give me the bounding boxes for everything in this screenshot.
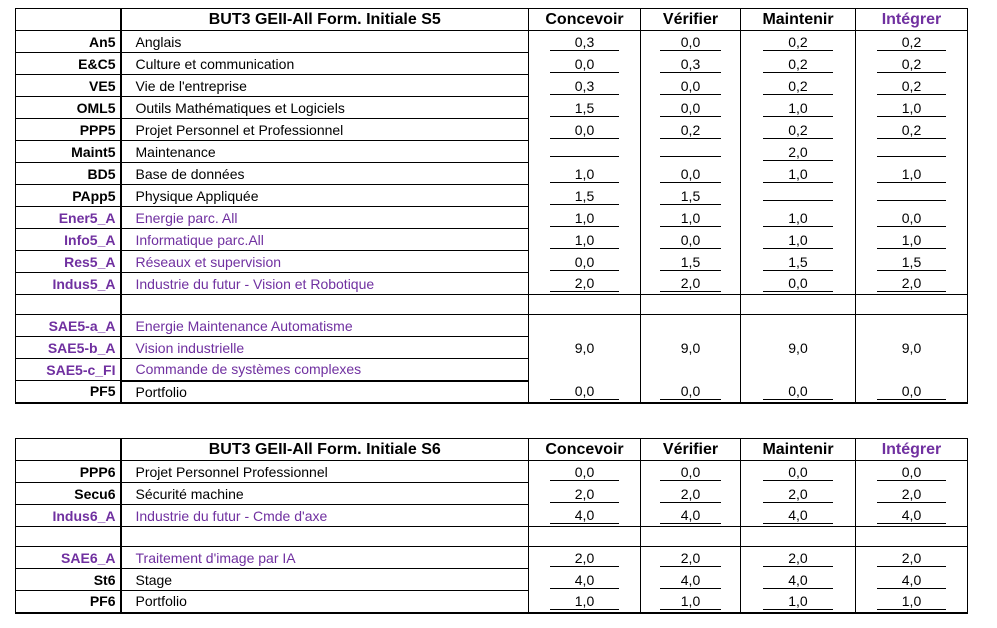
table-row [16, 591, 968, 613]
value-cell [741, 31, 856, 53]
value-cell [856, 97, 968, 119]
value-cell [741, 53, 856, 75]
value-cell [741, 569, 856, 591]
value-text: 1,0 [763, 166, 834, 183]
module-name: Commande de systèmes complexes [121, 359, 529, 381]
value-cell [856, 315, 968, 381]
value-text: 0,0 [763, 275, 834, 292]
spacer-cell [641, 295, 741, 315]
header-row [16, 439, 968, 461]
value-text: 0,0 [660, 232, 721, 249]
value-cell [741, 483, 856, 505]
value-text: 2,0 [660, 275, 721, 292]
value-text: 0,0 [550, 254, 619, 271]
value-text [550, 156, 619, 157]
spacer-cell [856, 527, 968, 547]
value-cell [529, 251, 641, 273]
module-code: Res5_A [16, 251, 121, 273]
module-code: Secu6 [16, 483, 121, 505]
value-cell [856, 381, 968, 403]
value-cell [856, 207, 968, 229]
value-text: 0,0 [877, 464, 946, 481]
module-name: Base de données [121, 163, 529, 185]
module-name: Informatique parc.All [121, 229, 529, 251]
module-name: Projet Personnel Professionnel [121, 461, 529, 483]
value-text: 0,0 [877, 210, 946, 227]
value-text: 0,0 [550, 56, 619, 73]
module-name: Réseaux et supervision [121, 251, 529, 273]
value-cell [529, 185, 641, 207]
value-text: 2,0 [550, 275, 619, 292]
module-name: Vie de l'entreprise [121, 75, 529, 97]
module-code: BD5 [16, 163, 121, 185]
module-code: OML5 [16, 97, 121, 119]
value-text: 0,0 [660, 100, 721, 117]
module-code: PPP6 [16, 461, 121, 483]
value-cell [856, 591, 968, 613]
value-cell [741, 97, 856, 119]
value-text: 1,0 [877, 593, 946, 610]
value-cell [741, 185, 856, 207]
module-name: Culture et communication [121, 53, 529, 75]
module-name: Industrie du futur - Cmde d'axe [121, 505, 529, 527]
value-cell [641, 547, 741, 569]
value-text: 2,0 [763, 486, 834, 503]
module-code: An5 [16, 31, 121, 53]
value-text: 4,0 [877, 572, 946, 589]
value-text: 4,0 [550, 572, 619, 589]
table-row [16, 381, 968, 403]
value-cell [641, 461, 741, 483]
column-header-1: Concevoir [529, 9, 641, 31]
module-code: PF5 [16, 381, 121, 403]
value-cell [641, 141, 741, 163]
value-cell [641, 381, 741, 403]
value-text: 0,0 [660, 464, 721, 481]
value-cell [641, 591, 741, 613]
table-row [16, 97, 968, 119]
value-cell [856, 251, 968, 273]
value-cell [529, 229, 641, 251]
value-cell [856, 547, 968, 569]
value-text: 1,5 [550, 100, 619, 117]
module-name: Vision industrielle [121, 337, 529, 359]
table-row [16, 483, 968, 505]
value-text [877, 156, 946, 157]
table-row [16, 185, 968, 207]
value-cell [741, 229, 856, 251]
value-text: 0,2 [763, 78, 834, 95]
value-cell [856, 53, 968, 75]
value-text [660, 156, 721, 157]
table-row [16, 505, 968, 527]
value-cell [741, 141, 856, 163]
module-code: SAE5-a_A [16, 315, 121, 337]
value-cell [856, 229, 968, 251]
value-cell [529, 505, 641, 527]
value-cell [529, 483, 641, 505]
module-name: Projet Personnel et Professionnel [121, 119, 529, 141]
value-cell [641, 569, 741, 591]
value-text: 1,5 [877, 254, 946, 271]
module-name: Stage [121, 569, 529, 591]
value-cell [856, 461, 968, 483]
value-text: 1,5 [550, 188, 619, 205]
module-name: Anglais [121, 31, 529, 53]
value-cell [641, 31, 741, 53]
value-text: 9,0 [788, 339, 808, 356]
table-row [16, 141, 968, 163]
module-name: Industrie du futur - Vision et Robotique [121, 273, 529, 295]
value-text: 2,0 [877, 486, 946, 503]
value-text: 0,0 [660, 166, 721, 183]
value-text [877, 200, 946, 201]
value-cell [641, 483, 741, 505]
module-code: PPP5 [16, 119, 121, 141]
value-text: 0,3 [660, 56, 721, 73]
value-cell [741, 591, 856, 613]
value-cell [856, 483, 968, 505]
value-cell [856, 569, 968, 591]
table-row [16, 229, 968, 251]
value-cell [856, 273, 968, 295]
table-title: BUT3 GEII-All Form. Initiale S6 [121, 439, 529, 461]
spacer-cell [16, 295, 121, 315]
value-cell [641, 75, 741, 97]
column-header-4: Intégrer [856, 439, 968, 461]
value-text: 0,2 [660, 122, 721, 139]
module-code: VE5 [16, 75, 121, 97]
header-blank-cell [16, 9, 121, 31]
value-text: 2,0 [550, 486, 619, 503]
value-text: 0,2 [877, 34, 946, 51]
module-name: Physique Appliquée [121, 185, 529, 207]
value-text: 1,0 [763, 593, 834, 610]
value-text: 4,0 [763, 507, 834, 524]
s5-table [15, 8, 968, 404]
value-cell [641, 97, 741, 119]
value-cell [741, 315, 856, 381]
value-text: 4,0 [550, 507, 619, 524]
value-text: 4,0 [877, 507, 946, 524]
value-cell [529, 273, 641, 295]
value-cell [856, 141, 968, 163]
value-text: 0,0 [550, 383, 619, 400]
module-code: PApp5 [16, 185, 121, 207]
column-header-4: Intégrer [856, 9, 968, 31]
value-cell [641, 53, 741, 75]
spacer-cell [121, 527, 529, 547]
value-cell [856, 505, 968, 527]
value-cell [641, 163, 741, 185]
value-cell [641, 505, 741, 527]
value-text: 1,0 [877, 232, 946, 249]
value-cell [529, 75, 641, 97]
column-header-2: Vérifier [641, 439, 741, 461]
value-text: 2,0 [763, 144, 834, 161]
module-code: St6 [16, 569, 121, 591]
header-row [16, 9, 968, 31]
value-text: 1,0 [763, 232, 834, 249]
module-name: Traitement d'image par IA [121, 547, 529, 569]
value-cell [741, 163, 856, 185]
column-header-1: Concevoir [529, 439, 641, 461]
column-header-2: Vérifier [641, 9, 741, 31]
module-name: Maintenance [121, 141, 529, 163]
sae-row [16, 315, 968, 337]
value-text: 9,0 [680, 339, 701, 356]
value-cell [529, 53, 641, 75]
column-header-3: Maintenir [741, 439, 856, 461]
value-text: 1,0 [550, 166, 619, 183]
value-cell [529, 31, 641, 53]
table-row [16, 163, 968, 185]
module-name: Energie Maintenance Automatisme [121, 315, 529, 337]
value-cell [529, 141, 641, 163]
value-cell [529, 547, 641, 569]
table-row [16, 569, 968, 591]
value-cell [529, 569, 641, 591]
value-cell [741, 505, 856, 527]
value-cell [529, 461, 641, 483]
spacer-row [16, 527, 968, 547]
value-cell [741, 207, 856, 229]
value-cell [529, 381, 641, 403]
module-code: E&C5 [16, 53, 121, 75]
value-text: 2,0 [877, 275, 946, 292]
module-code: Indus6_A [16, 505, 121, 527]
s6-table [15, 438, 968, 614]
table-row [16, 207, 968, 229]
value-text: 0,0 [550, 122, 619, 139]
value-text: 1,0 [877, 100, 946, 117]
spacer-cell [529, 527, 641, 547]
module-name: Energie parc. All [121, 207, 529, 229]
module-code: SAE5-b_A [16, 337, 121, 359]
value-text: 0,3 [550, 78, 619, 95]
value-text: 1,0 [660, 210, 721, 227]
value-text: 0,0 [550, 464, 619, 481]
value-text: 0,2 [877, 78, 946, 95]
spacer-cell [529, 295, 641, 315]
table-row [16, 273, 968, 295]
spacer-row [16, 295, 968, 315]
value-cell [641, 185, 741, 207]
value-text: 1,5 [763, 254, 834, 271]
spacer-cell [741, 527, 856, 547]
value-text: 1,5 [660, 188, 721, 205]
value-cell [641, 119, 741, 141]
column-header-3: Maintenir [741, 9, 856, 31]
value-text [763, 200, 834, 201]
value-text: 1,0 [550, 593, 619, 610]
value-text: 1,0 [763, 210, 834, 227]
value-cell [856, 31, 968, 53]
spacer-cell [641, 527, 741, 547]
value-cell [741, 461, 856, 483]
value-text: 0,2 [877, 56, 946, 73]
value-text: 2,0 [660, 550, 721, 567]
value-cell [529, 163, 641, 185]
value-text: 0,0 [660, 34, 721, 51]
value-text: 0,0 [763, 464, 834, 481]
value-cell [641, 229, 741, 251]
module-code: Ener5_A [16, 207, 121, 229]
value-text: 0,0 [660, 383, 721, 400]
value-cell [856, 119, 968, 141]
value-text: 4,0 [660, 572, 721, 589]
module-code: SAE6_A [16, 547, 121, 569]
value-text: 4,0 [660, 507, 721, 524]
value-text: 2,0 [877, 550, 946, 567]
value-text: 0,0 [877, 383, 946, 400]
module-code: SAE5-c_FI [16, 359, 121, 381]
spacer-cell [16, 527, 121, 547]
value-cell [641, 251, 741, 273]
module-name: Sécurité machine [121, 483, 529, 505]
value-cell [741, 75, 856, 97]
value-cell [856, 75, 968, 97]
value-text: 4,0 [763, 572, 834, 589]
module-name: Portfolio [121, 591, 529, 613]
module-code: Indus5_A [16, 273, 121, 295]
spacer-cell [741, 295, 856, 315]
spacer-cell [856, 295, 968, 315]
value-cell [641, 315, 741, 381]
table-row [16, 75, 968, 97]
module-name: Portfolio [121, 381, 529, 403]
value-text: 1,0 [550, 232, 619, 249]
module-name: Outils Mathématiques et Logiciels [121, 97, 529, 119]
table-row [16, 119, 968, 141]
value-text: 1,5 [660, 254, 721, 271]
value-cell [529, 119, 641, 141]
table-row [16, 31, 968, 53]
module-code: PF6 [16, 591, 121, 613]
value-text: 9,0 [574, 339, 595, 356]
value-cell [856, 185, 968, 207]
value-cell [641, 207, 741, 229]
value-text: 1,0 [763, 100, 834, 117]
value-text: 1,0 [877, 166, 946, 183]
value-text: 0,2 [763, 122, 834, 139]
value-text: 2,0 [660, 486, 721, 503]
value-text: 0,0 [763, 383, 834, 400]
value-cell [529, 97, 641, 119]
value-text: 0,3 [550, 34, 619, 51]
value-cell [641, 273, 741, 295]
value-text: 0,0 [660, 78, 721, 95]
value-cell [741, 381, 856, 403]
value-cell [529, 591, 641, 613]
value-text: 2,0 [763, 550, 834, 567]
value-cell [529, 315, 641, 381]
header-blank-cell [16, 439, 121, 461]
value-text: 0,2 [877, 122, 946, 139]
module-code: Maint5 [16, 141, 121, 163]
table-row [16, 461, 968, 483]
table-row [16, 547, 968, 569]
value-text: 0,2 [763, 56, 834, 73]
value-text: 1,0 [550, 210, 619, 227]
value-cell [856, 163, 968, 185]
value-cell [741, 119, 856, 141]
table-title: BUT3 GEII-All Form. Initiale S5 [121, 9, 529, 31]
value-cell [529, 207, 641, 229]
table-row [16, 251, 968, 273]
value-cell [741, 273, 856, 295]
module-code: Info5_A [16, 229, 121, 251]
value-text: 0,2 [763, 34, 834, 51]
value-text: 9,0 [901, 339, 922, 356]
value-text: 1,0 [660, 593, 721, 610]
value-cell [741, 251, 856, 273]
spacer-cell [121, 295, 529, 315]
table-row [16, 53, 968, 75]
value-text: 2,0 [550, 550, 619, 567]
value-cell [741, 547, 856, 569]
